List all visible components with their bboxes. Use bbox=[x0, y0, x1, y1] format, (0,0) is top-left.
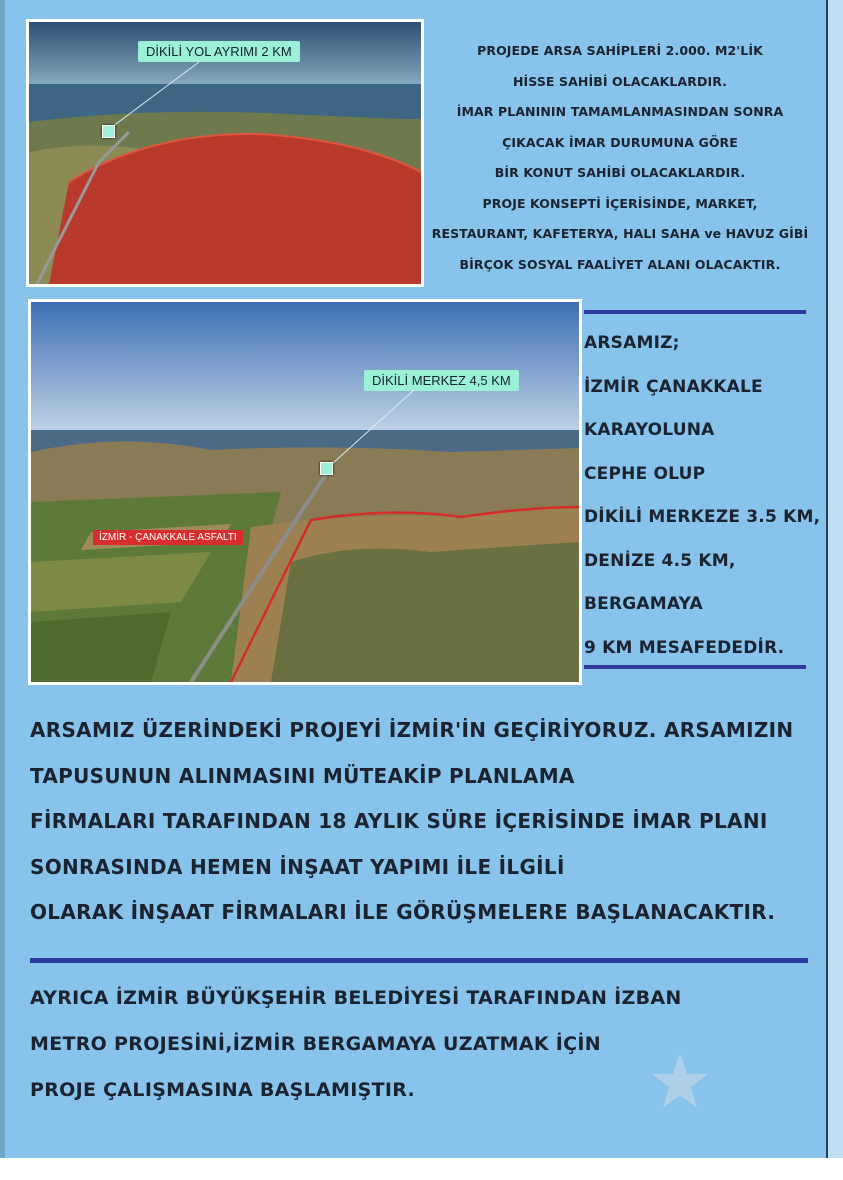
distance-tag-junction: DİKİLİ YOL AYRIMI 2 KM bbox=[138, 41, 300, 62]
mid-text-line: OLARAK İNŞAAT FİRMALARI İLE GÖRÜŞMELERE BAŞLANACAKTIR. bbox=[30, 900, 776, 924]
top-text-line: HİSSE SAHİBİ OLACAKLARDIR. bbox=[512, 73, 728, 89]
divider-wide bbox=[30, 958, 808, 963]
aerial-photo-dikili-center bbox=[28, 299, 582, 685]
tag-leader-line-1 bbox=[104, 60, 204, 135]
location-pin-2 bbox=[320, 462, 333, 475]
distance-tag-center: DİKİLİ MERKEZ 4,5 KM bbox=[364, 370, 519, 391]
side-text-line: BERGAMAYA bbox=[584, 594, 703, 614]
tag-leader-line-2 bbox=[328, 388, 418, 468]
top-text-line: ÇIKACAK İMAR DURUMUNA GÖRE bbox=[502, 134, 738, 150]
location-pin-1 bbox=[102, 125, 115, 138]
top-text-line: PROJEDE ARSA SAHİPLERİ 2.000. M2'LİK bbox=[477, 43, 763, 58]
top-text-line: PROJE KONSEPTİ İÇERİSİNDE, MARKET, bbox=[482, 195, 758, 211]
bottom-text-line: AYRICA İZMİR BÜYÜKŞEHİR BELEDİYESİ TARAFINDAN İZBAN bbox=[30, 987, 682, 1009]
location-info-text bbox=[584, 322, 824, 670]
right-border bbox=[826, 0, 843, 1180]
mid-text-line: TAPUSUNUN ALINMASINI MÜTEAKİP PLANLAMA bbox=[30, 763, 575, 788]
aerial-landscape-2 bbox=[31, 302, 579, 682]
side-text-line: 9 KM MESAFEDEDİR. bbox=[584, 637, 785, 658]
bottom-text-line: METRO PROJESİNİ,İZMİR BERGAMAYA UZATMAK İÇİN bbox=[30, 1033, 601, 1055]
star-icon bbox=[650, 1052, 710, 1112]
mid-text-line: FİRMALARI TARAFINDAN 18 AYLIK SÜRE İÇERİSİNDE İMAR PLANI bbox=[30, 809, 768, 833]
left-border bbox=[0, 0, 5, 1160]
top-text-line: RESTAURANT, KAFETERYA, HALI SAHA ve HAVUZ GİBİ bbox=[431, 226, 809, 241]
side-text-line: ARSAMIZ; bbox=[584, 333, 680, 353]
top-text-line: BİR KONUT SAHİBİ OLACAKLARDIR. bbox=[494, 165, 746, 180]
top-text-line: BİRÇOK SOSYAL FAALİYET ALANI OLACAKTIR. bbox=[459, 256, 781, 272]
divider-top bbox=[584, 310, 806, 314]
highway-label: İZMİR - ÇANAKKALE ASFALTI bbox=[93, 530, 243, 545]
ownership-info-text bbox=[420, 36, 820, 280]
side-text-line: DİKİLİ MERKEZE 3.5 KM, bbox=[584, 507, 821, 527]
divider-side-bottom bbox=[584, 665, 806, 669]
side-text-line: İZMİR ÇANAKKALE bbox=[584, 376, 763, 397]
side-text-line: KARAYOLUNA bbox=[584, 420, 715, 440]
top-text-line: İMAR PLANININ TAMAMLANMASINDAN SONRA bbox=[456, 104, 784, 119]
bottom-text-line: PROJE ÇALIŞMASINA BAŞLAMIŞTIR. bbox=[30, 1079, 416, 1101]
mid-text-line: SONRASINDA HEMEN İNŞAAT YAPIMI İLE İLGİLİ bbox=[30, 854, 565, 879]
bottom-border bbox=[0, 1158, 843, 1180]
side-text-line: CEPHE OLUP bbox=[584, 463, 706, 484]
project-plan-text bbox=[30, 708, 820, 936]
mid-text-line: ARSAMIZ ÜZERİNDEKİ PROJEYİ İZMİR'İN GEÇİRİYORUZ. ARSAMIZIN bbox=[30, 718, 794, 742]
side-text-line: DENİZE 4.5 KM, bbox=[584, 550, 736, 571]
